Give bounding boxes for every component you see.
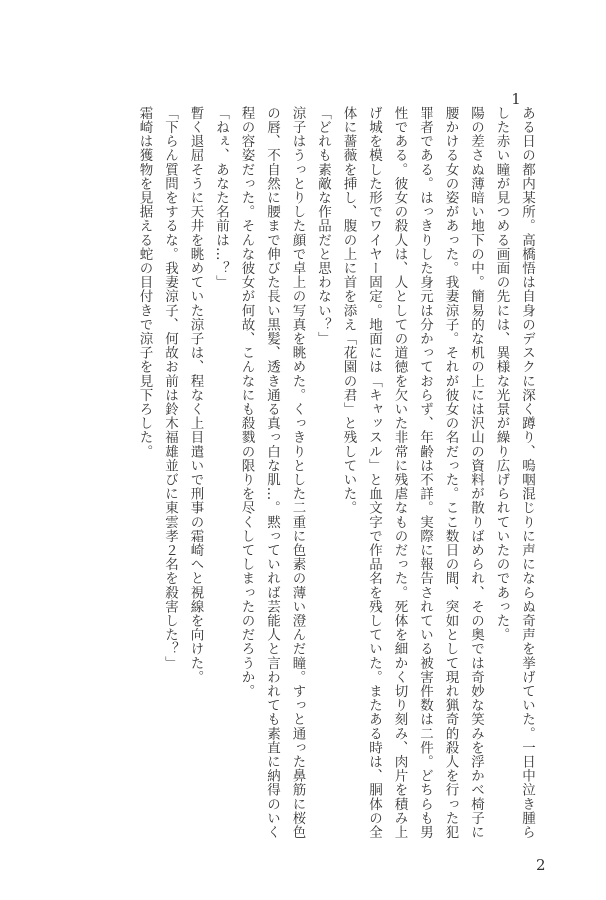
paragraph: 陽の差さぬ薄暗い地下の中。簡易的な机の上には沢山の資料が散りばめられ、その奥では奇妙な笑みを浮かべ椅子に腰かける女の姿があった。我妻涼子。それが彼女の名だった。ここ数日の間、突如として現れ猟奇的殺人を行った犯罪者である。はっきりした身元は分かっておらず、年齢は不詳。実際に報告されている被害件数は二件。どちらも男性である。彼女の殺人は、人としての道徳を欠いた非常に残虐なものだった。死体を細かく切り刻み、肉片を積み上げ城を模した形でワイヤー固定。地面には「キャッスル」と血文字で作品名を残していた。またある時は、胴体の全体に薔薇を挿し、腹の上に首を添え「花園の君」と残していた。 [340,106,484,840]
paragraph: ある日の都内某所。高橋悟は自身のデスクに深く蹲り、嗚咽混じりに声にならぬ奇声を挙げていた。一日中泣き腫らした赤い瞳が見つめる画面の先には、異様な光景が繰り広げられていたのであった。 [493,106,535,840]
paragraph: 涼子はうっとりした顔で卓上の写真を眺めた。くっきりとした二重に色素の薄い澄んだ瞳。すっと通った鼻筋に桜色の唇、不自然に腰まで伸びた長い黒髪、透き通る真っ白な肌…。黙っていれば芸能人と言われても素直に納得のいく程の容姿だった。そんな彼女が何故、こんなにも殺戮の限りを尽くしてしまったのだろうか。 [238,106,306,840]
paragraph: 暫く退屈そうに天井を眺めていた涼子は、程なく上目遣いで刑事の霜崎へと視線を向けた。 [187,106,204,685]
section-number: 1 [511,90,521,108]
page-number: 2 [536,856,546,874]
dialogue-line: 「どれも素敵な作品だと思わない？」 [315,106,331,346]
dialogue-line: 「下らん質問をするな。我妻涼子、何故お前は鈴木福雄並びに東雲孝２名を殺害した？」 [162,106,178,670]
paragraph: 霜崎は獲物を見据える蛇の目付きで涼子を見下ろした。 [136,106,153,459]
body-text [131,106,539,846]
dialogue-line: 「ねぇ、あなた名前は…？」 [213,106,229,290]
